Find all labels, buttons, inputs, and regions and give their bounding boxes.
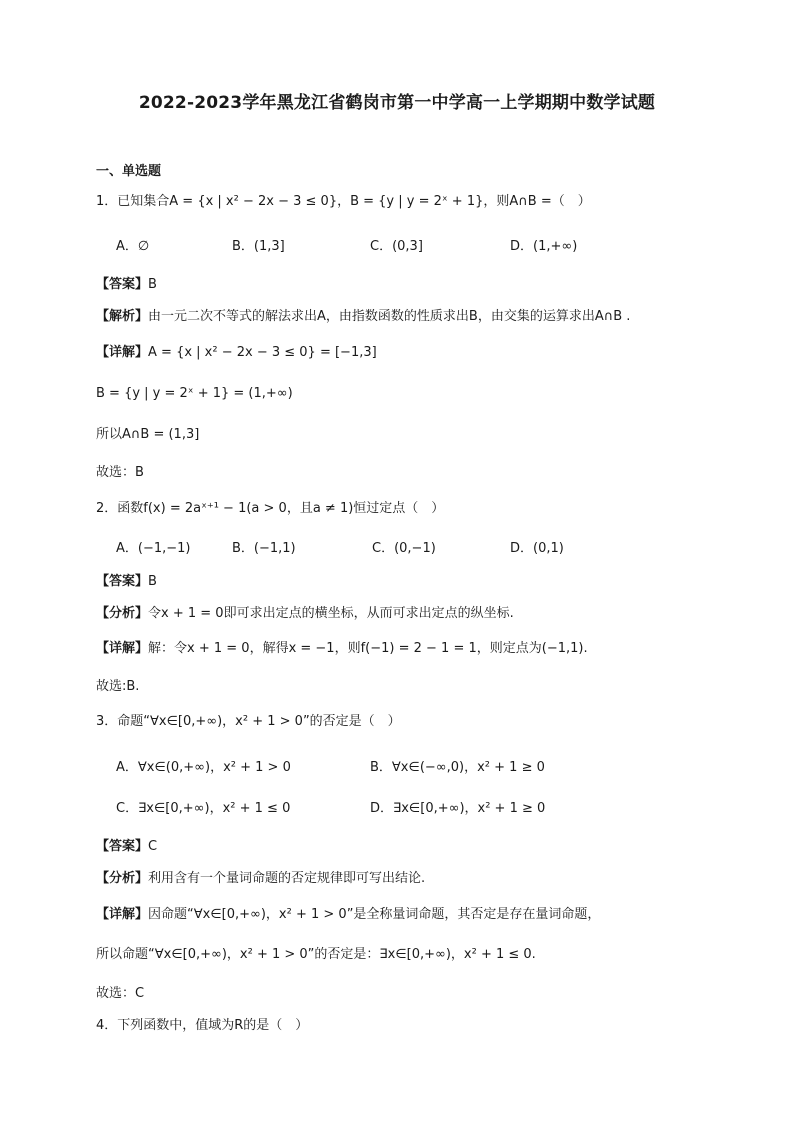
q1-conclusion: 故选：B [96, 465, 144, 480]
q2-conclusion: 故选:B. [96, 679, 140, 694]
analysis-text: 令x + 1 = 0即可求出定点的横坐标，从而可求出定点的纵坐标. [148, 606, 514, 621]
q1-detail-3: 所以A∩B = (1,3] [96, 427, 200, 442]
analysis-text: 由一元二次不等式的解法求出A，由指数函数的性质求出B，由交集的运算求出A∩B . [148, 309, 631, 324]
q2-answer [96, 573, 157, 591]
q2-option-b: B．(−1,1) [232, 541, 296, 556]
detail-text: A = {x | x² − 2x − 3 ≤ 0} = [−1,3] [148, 345, 377, 360]
answer-value: B [148, 277, 157, 292]
q2-option-a: A．(−1,−1) [116, 541, 191, 556]
q3-detail [96, 906, 600, 924]
q3-option-b: B．∀x∈(−∞,0)，x² + 1 ≥ 0 [370, 760, 545, 775]
q1-option-b: B．(1,3] [232, 239, 285, 254]
q2-option-d: D．(0,1) [510, 541, 564, 556]
q3-answer [96, 838, 157, 856]
q2-detail [96, 640, 588, 658]
q2-option-c: C．(0,−1) [372, 541, 436, 556]
question-3-stem: 3．命题“∀x∈[0,+∞)，x² + 1 > 0”的否定是（ ） [96, 714, 401, 729]
q1-detail-2: B = {y | y = 2ˣ + 1} = (1,+∞) [96, 386, 293, 401]
q1-answer [96, 276, 157, 294]
q3-analysis [96, 870, 425, 888]
q1-option-a: A．∅ [116, 239, 150, 254]
analysis-text: 利用含有一个量词命题的否定规律即可写出结论. [148, 871, 426, 886]
q1-analysis [96, 308, 630, 326]
q1-option-c: C．(0,3] [370, 239, 423, 254]
analysis-tag: 【分析】 [96, 871, 149, 886]
answer-value: B [148, 574, 157, 589]
q2-analysis [96, 605, 514, 623]
q3-detail-2: 所以命题“∀x∈[0,+∞)，x² + 1 > 0”的否定是：∃x∈[0,+∞)，x² + 1 ≤ 0. [96, 947, 536, 962]
q3-option-a: A．∀x∈(0,+∞)，x² + 1 > 0 [116, 760, 291, 775]
analysis-tag: 【解析】 [96, 309, 149, 324]
question-4-stem: 4．下列函数中，值域为R的是（ ） [96, 1018, 309, 1033]
answer-tag: 【答案】 [96, 277, 149, 292]
q3-conclusion: 故选：C [96, 986, 145, 1001]
detail-text: 解：令x + 1 = 0，解得x = −1，则f(−1) = 2 − 1 = 1，则定点为(−1,1). [148, 641, 588, 656]
answer-tag: 【答案】 [96, 574, 149, 589]
detail-text: 因命题“∀x∈[0,+∞)，x² + 1 > 0”是全称量词命题，其否定是存在量词命题， [148, 907, 601, 922]
section-heading: 一、单选题 [96, 164, 162, 179]
analysis-tag: 【分析】 [96, 606, 149, 621]
q3-option-c: C．∃x∈[0,+∞)，x² + 1 ≤ 0 [116, 801, 291, 816]
q1-option-d: D．(1,+∞) [510, 239, 578, 254]
detail-tag: 【详解】 [96, 345, 149, 360]
answer-tag: 【答案】 [96, 839, 149, 854]
page-title: 2022-2023学年黑龙江省鹤岗市第一中学高一上学期期中数学试题 [138, 93, 656, 113]
detail-tag: 【详解】 [96, 907, 149, 922]
q3-option-d: D．∃x∈[0,+∞)，x² + 1 ≥ 0 [370, 801, 546, 816]
answer-value: C [148, 839, 158, 854]
q1-detail [96, 344, 377, 362]
question-1-stem: 1．已知集合A = {x | x² − 2x − 3 ≤ 0}，B = {y | y = 2ˣ + 1}，则A∩B =（ ） [96, 194, 591, 209]
question-2-stem: 2．函数f(x) = 2aˣ⁺¹ − 1(a > 0，且a ≠ 1)恒过定点（ ） [96, 501, 445, 516]
detail-tag: 【详解】 [96, 641, 149, 656]
